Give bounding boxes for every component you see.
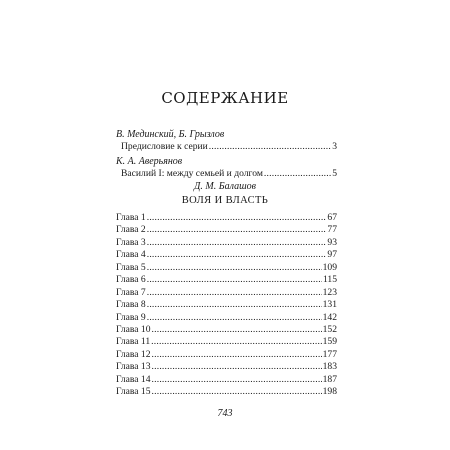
dot-leader bbox=[151, 336, 321, 348]
chapter-page: 77 bbox=[327, 224, 337, 236]
toc-chapter-row[interactable] bbox=[116, 249, 337, 261]
chapter-page: 198 bbox=[322, 386, 337, 398]
toc-chapter-row[interactable] bbox=[116, 386, 337, 398]
chapter-page: 97 bbox=[327, 249, 337, 261]
toc-chapter-row[interactable] bbox=[116, 374, 337, 386]
toc-chapter-row[interactable] bbox=[116, 312, 337, 324]
chapter-label: Глава 1 bbox=[116, 212, 146, 223]
dot-leader bbox=[152, 361, 322, 373]
toc-chapter-row[interactable] bbox=[116, 224, 337, 236]
toc-entry-vasily[interactable] bbox=[121, 168, 337, 180]
toc-entry-page: 5 bbox=[332, 168, 337, 179]
toc-chapter-row[interactable] bbox=[116, 287, 337, 299]
toc-entry-label: Предисловие к серии bbox=[121, 141, 208, 152]
chapter-label: Глава 3 bbox=[116, 236, 146, 248]
chapter-page: 123 bbox=[322, 286, 337, 298]
dot-leader bbox=[152, 324, 322, 336]
front-matter-author-1: В. Мединский, Б. Грызлов bbox=[116, 129, 225, 140]
dot-leader bbox=[147, 249, 327, 261]
chapter-label: Глава 12 bbox=[116, 348, 151, 360]
dot-leader bbox=[209, 141, 331, 153]
chapter-page: 131 bbox=[322, 299, 337, 311]
chapter-page: 109 bbox=[322, 261, 337, 273]
chapter-label: Глава 8 bbox=[116, 299, 146, 311]
toc-title: СОДЕРЖАНИЕ bbox=[161, 89, 289, 107]
dot-leader bbox=[147, 224, 327, 236]
chapter-label: Глава 7 bbox=[116, 286, 146, 298]
toc-chapter-row[interactable] bbox=[116, 274, 337, 286]
dot-leader bbox=[147, 262, 322, 274]
chapter-label: Глава 10 bbox=[116, 323, 151, 335]
chapter-page: 115 bbox=[322, 274, 337, 286]
dot-leader bbox=[147, 212, 327, 224]
book-title: ВОЛЯ И ВЛАСТЬ bbox=[181, 195, 269, 206]
chapter-page: 93 bbox=[327, 236, 337, 248]
chapter-label: Глава 11 bbox=[116, 336, 151, 348]
chapter-page: 67 bbox=[327, 212, 337, 223]
dot-leader bbox=[264, 168, 331, 180]
chapter-list bbox=[116, 212, 337, 399]
chapter-label: Глава 14 bbox=[116, 373, 151, 385]
toc-chapter-row[interactable] bbox=[116, 349, 337, 361]
dot-leader bbox=[152, 386, 322, 398]
dot-leader bbox=[147, 299, 322, 311]
chapter-page: 177 bbox=[322, 348, 337, 360]
toc-entry-preface[interactable] bbox=[121, 141, 337, 153]
toc-chapter-row[interactable] bbox=[116, 237, 337, 249]
toc-chapter-row[interactable] bbox=[116, 324, 337, 336]
chapter-page: 159 bbox=[322, 336, 337, 348]
chapter-label: Глава 4 bbox=[116, 249, 146, 261]
toc-chapter-row[interactable] bbox=[116, 212, 337, 224]
toc-chapter-row[interactable] bbox=[116, 361, 337, 373]
dot-leader bbox=[147, 237, 327, 249]
chapter-label: Глава 6 bbox=[116, 274, 146, 286]
toc-entry-page: 3 bbox=[332, 141, 337, 152]
dot-leader bbox=[152, 349, 322, 361]
chapter-label: Глава 9 bbox=[116, 311, 146, 323]
chapter-page: 142 bbox=[322, 311, 337, 323]
toc-chapter-row[interactable] bbox=[116, 262, 337, 274]
book-author: Д. М. Балашов bbox=[194, 181, 256, 192]
dot-leader bbox=[147, 274, 322, 286]
chapter-page: 152 bbox=[322, 323, 337, 335]
chapter-page: 183 bbox=[322, 361, 337, 373]
dot-leader bbox=[147, 287, 322, 299]
chapter-label: Глава 2 bbox=[116, 224, 146, 236]
dot-leader bbox=[152, 374, 322, 386]
chapter-label: Глава 13 bbox=[116, 361, 151, 373]
toc-chapter-row[interactable] bbox=[116, 336, 337, 348]
toc-entry-label: Василий I: между семьей и долгом bbox=[121, 168, 263, 179]
chapter-label: Глава 15 bbox=[116, 386, 151, 398]
toc-chapter-row[interactable] bbox=[116, 299, 337, 311]
page-number: 743 bbox=[217, 408, 233, 419]
chapter-label: Глава 5 bbox=[116, 261, 146, 273]
front-matter-author-2: К. А. Аверьянов bbox=[116, 156, 183, 167]
chapter-page: 187 bbox=[322, 373, 337, 385]
dot-leader bbox=[147, 312, 322, 324]
